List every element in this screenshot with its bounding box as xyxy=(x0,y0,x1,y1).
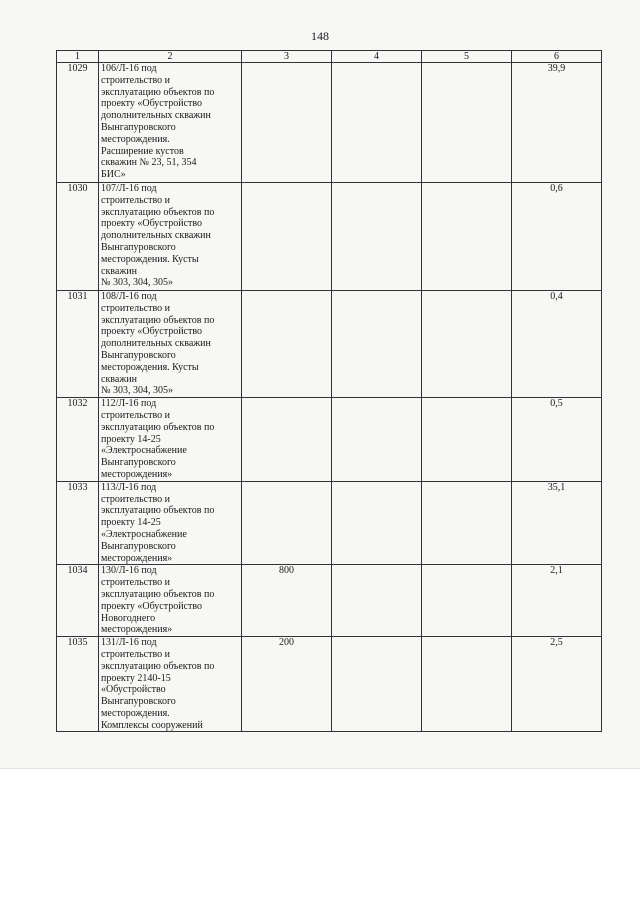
table-body xyxy=(57,63,602,732)
description-line: месторождения. Кусты xyxy=(101,361,199,373)
description-line: проекту «Обустройство xyxy=(101,326,203,338)
column-5-cell xyxy=(422,291,512,398)
description-line: скважин xyxy=(101,265,137,277)
area-value-cell: 2,5 xyxy=(512,637,602,732)
table-row xyxy=(57,398,602,482)
area-value-cell: 0,4 xyxy=(512,291,602,398)
table-row xyxy=(57,481,602,565)
description-line: 131/Л-16 под xyxy=(101,637,157,649)
row-number-cell: 1030 xyxy=(57,183,99,291)
description-line: эксплуатацию объектов по xyxy=(101,314,215,326)
column-5-cell xyxy=(422,637,512,732)
area-value-cell: 35,1 xyxy=(512,481,602,565)
row-description-cell xyxy=(99,637,242,732)
description-line: скважин xyxy=(101,373,137,385)
description-line: скважин № 23, 51, 354 xyxy=(101,157,197,169)
description-line: Вынгапуровского xyxy=(101,349,176,361)
row-description-cell xyxy=(99,481,242,565)
description-line: проекту 14-25 xyxy=(101,517,161,529)
description-line: строительство и xyxy=(101,74,170,86)
description-line: 106/Л-16 под xyxy=(101,63,157,74)
column-header-5: 5 xyxy=(422,51,512,63)
column-header-6: 6 xyxy=(512,51,602,63)
row-number-cell: 1033 xyxy=(57,481,99,565)
description-line: Комплексы сооружений xyxy=(101,719,203,731)
description-line: дополнительных скважин xyxy=(101,338,211,350)
column-3-cell: 200 xyxy=(242,637,332,732)
description-line: эксплуатацию объектов по xyxy=(101,86,215,98)
description-line: проекту «Обустройство xyxy=(101,98,203,110)
column-3-cell: 800 xyxy=(242,565,332,637)
column-header-1: 1 xyxy=(57,51,99,63)
row-number-cell: 1029 xyxy=(57,63,99,183)
row-description-cell xyxy=(99,398,242,482)
column-4-cell xyxy=(332,398,422,482)
description-line: 107/Л-16 под xyxy=(101,183,157,194)
description-line: Вынгапуровского xyxy=(101,457,176,469)
column-header-2: 2 xyxy=(99,51,242,63)
land-plot-table xyxy=(56,50,602,732)
description-line: месторождения. xyxy=(101,133,170,145)
description-line: Вынгапуровского xyxy=(101,696,176,708)
column-4-cell xyxy=(332,637,422,732)
column-5-cell xyxy=(422,63,512,183)
table-row xyxy=(57,565,602,637)
row-number-cell: 1031 xyxy=(57,291,99,398)
description-line: Вынгапуровского xyxy=(101,121,176,133)
description-line: Новогоднего xyxy=(101,612,156,624)
row-description-cell xyxy=(99,63,242,183)
table-row xyxy=(57,291,602,398)
column-5-cell xyxy=(422,398,512,482)
description-line: «Электроснабжение xyxy=(101,445,187,457)
row-number-cell: 1034 xyxy=(57,565,99,637)
description-line: строительство и xyxy=(101,493,170,505)
area-value-cell: 0,6 xyxy=(512,183,602,291)
description-line: № 303, 304, 305» xyxy=(101,277,174,289)
description-line: строительство и xyxy=(101,302,170,314)
description-line: дополнительных скважин xyxy=(101,110,211,122)
description-line: Расширение кустов xyxy=(101,145,184,157)
description-line: эксплуатацию объектов по xyxy=(101,588,215,600)
description-line: проекту 2140-15 xyxy=(101,672,171,684)
column-4-cell xyxy=(332,63,422,183)
column-4-cell xyxy=(332,183,422,291)
description-line: строительство и xyxy=(101,194,170,206)
table-row xyxy=(57,63,602,183)
description-line: строительство и xyxy=(101,409,170,421)
row-number-cell: 1035 xyxy=(57,637,99,732)
description-line: эксплуатацию объектов по xyxy=(101,421,215,433)
description-line: 113/Л-16 под xyxy=(101,481,157,493)
description-line: Вынгапуровского xyxy=(101,540,176,552)
column-4-cell xyxy=(332,291,422,398)
column-3-cell xyxy=(242,63,332,183)
description-line: 130/Л-16 под xyxy=(101,565,157,577)
description-line: дополнительных скважин xyxy=(101,230,211,242)
description-line: строительство и xyxy=(101,648,170,660)
column-header-3: 3 xyxy=(242,51,332,63)
description-line: эксплуатацию объектов по xyxy=(101,660,215,672)
description-line: проекту «Обустройство xyxy=(101,600,203,612)
page-number: 148 xyxy=(311,29,329,43)
description-line: 112/Л-16 под xyxy=(101,398,157,410)
description-line: строительство и xyxy=(101,577,170,589)
description-line: «Обустройство xyxy=(101,684,166,696)
description-line: месторождения» xyxy=(101,552,173,564)
column-4-cell xyxy=(332,481,422,565)
column-4-cell xyxy=(332,565,422,637)
description-line: 108/Л-16 под xyxy=(101,291,157,302)
area-value-cell: 39,9 xyxy=(512,63,602,183)
description-line: Вынгапуровского xyxy=(101,241,176,253)
description-line: проекту 14-25 xyxy=(101,433,161,445)
description-line: проекту «Обустройство xyxy=(101,218,203,230)
description-line: месторождения. Кусты xyxy=(101,253,199,265)
row-description-cell xyxy=(99,291,242,398)
description-line: «Электроснабжение xyxy=(101,528,187,540)
description-line: эксплуатацию объектов по xyxy=(101,505,215,517)
description-line: месторождения» xyxy=(101,624,173,636)
description-line: месторождения. xyxy=(101,707,170,719)
row-number-cell: 1032 xyxy=(57,398,99,482)
column-header-4: 4 xyxy=(332,51,422,63)
column-3-cell xyxy=(242,291,332,398)
column-5-cell xyxy=(422,481,512,565)
column-3-cell xyxy=(242,183,332,291)
area-value-cell: 2,1 xyxy=(512,565,602,637)
row-description-cell xyxy=(99,183,242,291)
description-line: эксплуатацию объектов по xyxy=(101,206,215,218)
description-line: БИС» xyxy=(101,169,126,181)
table-row xyxy=(57,637,602,732)
column-number-row xyxy=(57,51,602,63)
table-row xyxy=(57,183,602,291)
column-3-cell xyxy=(242,398,332,482)
column-5-cell xyxy=(422,183,512,291)
row-description-cell xyxy=(99,565,242,637)
description-line: № 303, 304, 305» xyxy=(101,385,174,397)
column-3-cell xyxy=(242,481,332,565)
description-line: месторождения» xyxy=(101,468,173,480)
column-5-cell xyxy=(422,565,512,637)
area-value-cell: 0,5 xyxy=(512,398,602,482)
